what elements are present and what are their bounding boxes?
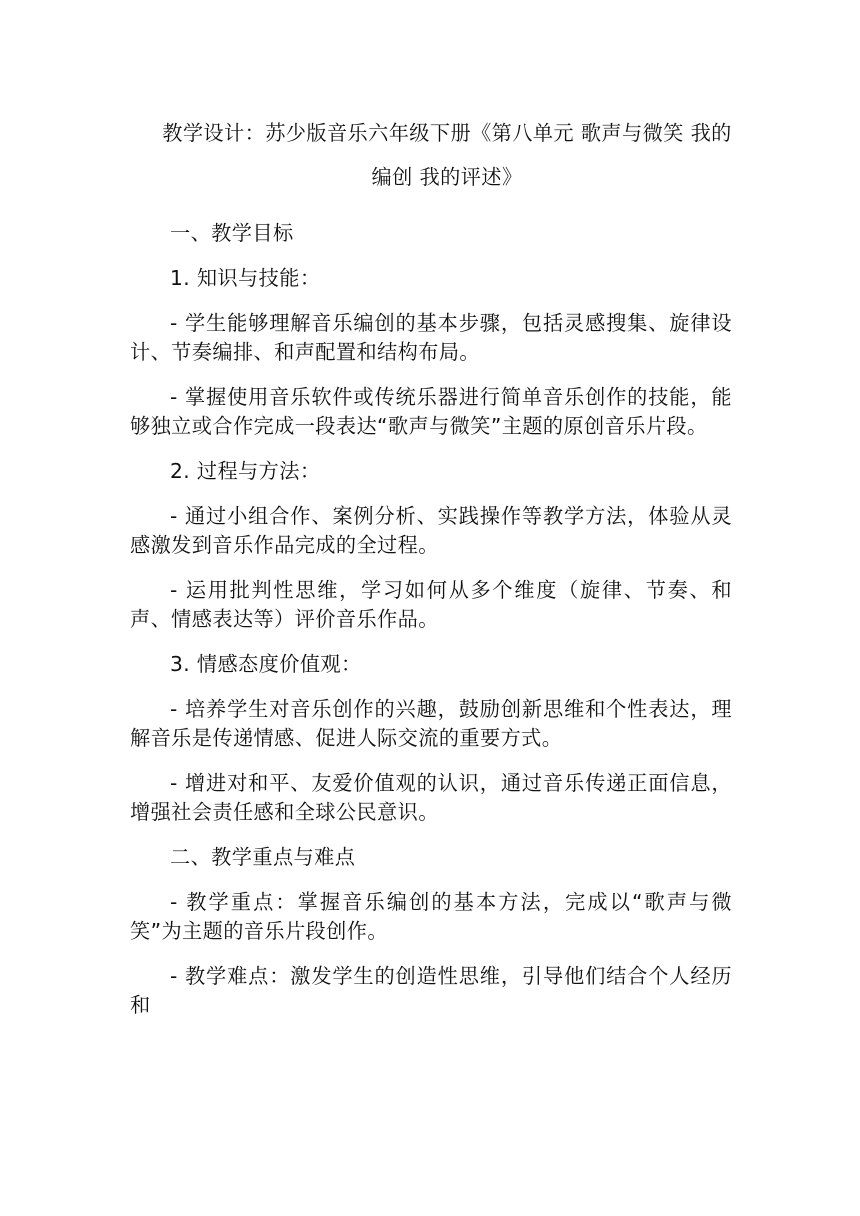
paragraph: - 运用批判性思维，学习如何从多个维度（旋律、节奏、和声、情感表达等）评价音乐作品。: [130, 578, 732, 631]
document-body: [130, 111, 732, 1020]
subheading-process-methods: 2. 过程与方法：: [170, 459, 321, 483]
subheading-emotional-values: 3. 情感态度价值观：: [170, 652, 362, 676]
paragraph: - 培养学生对音乐创作的兴趣，鼓励创新思维和个性表达，理解音乐是传递情感、促进人际交流的重要方式。: [130, 697, 732, 750]
paragraph: - 教学难点：激发学生的创造性思维，引导他们结合个人经历和: [130, 964, 732, 1017]
paragraph: - 通过小组合作、案例分析、实践操作等教学方法，体验从灵感激发到音乐作品完成的全过程。: [130, 504, 732, 557]
paragraph: - 增进对和平、友爱价值观的认识，通过音乐传递正面信息，增强社会责任感和全球公民意识。: [130, 771, 732, 824]
paragraph: - 教学重点：掌握音乐编创的基本方法，完成以“歌声与微笑”为主题的音乐片段创作。: [130, 890, 732, 943]
document-title: 教学设计：苏少版音乐六年级下册《第八单元 歌声与微笑 我的编创 我的评述》: [162, 121, 732, 189]
heading-teaching-objectives: 一、教学目标: [170, 221, 294, 245]
paragraph: - 掌握使用音乐软件或传统乐器进行简单音乐创作的技能，能够独立或合作完成一段表达“歌声与微笑”主题的原创音乐片段。: [130, 385, 732, 438]
paragraph: - 学生能够理解音乐编创的基本步骤，包括灵感搜集、旋律设计、节奏编排、和声配置和结构布局。: [130, 311, 732, 364]
heading-key-points-difficulties: 二、教学重点与难点: [170, 845, 356, 869]
subheading-knowledge-skills: 1. 知识与技能：: [170, 266, 321, 290]
